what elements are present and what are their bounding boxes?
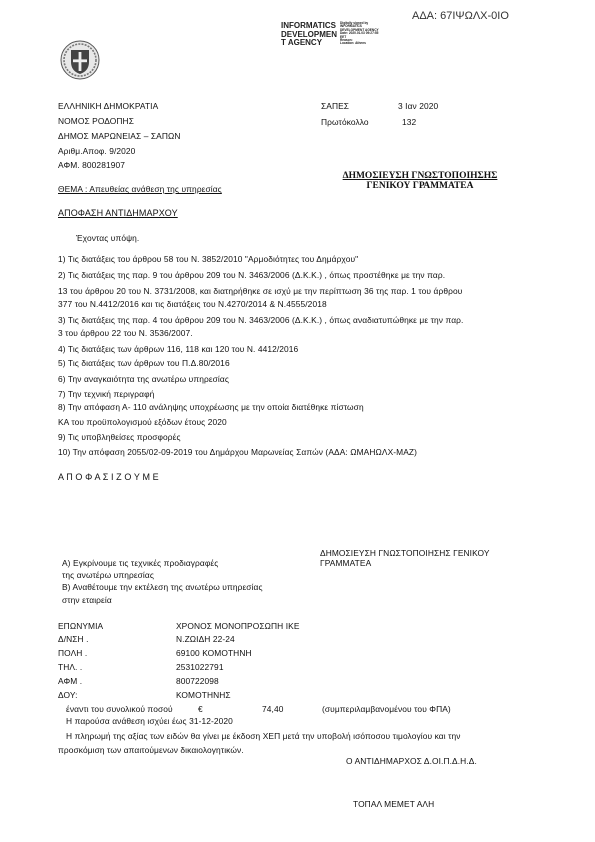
document-date: 3 Ιαν 2020 xyxy=(398,101,439,111)
ada-code: ΑΔΑ: 67ΙΨΩΛΧ-0ΙΟ xyxy=(412,10,509,22)
amount-text: έναντι του συνολικού ποσού xyxy=(66,704,173,714)
digital-signature-stamp: Digitally signed by INFORMATICS DEVELOPMENT AGENCY Date: 2020.01.03 09:27:55 EET Reason: Location: Athens xyxy=(340,21,379,46)
validity-line: Η παρούσα ανάθεση ισχύει έως 31-12-2020 xyxy=(66,716,233,726)
list-item: 5) Τις διατάξεις των άρθρων του Π.Δ.80/2016 xyxy=(58,358,230,368)
list-item: 4) Τις διατάξεις των άρθρων 116, 118 και 120 του Ν. 4412/2016 xyxy=(58,344,299,354)
decision-a-cont: της ανωτέρω υπηρεσίας xyxy=(62,570,154,580)
prefecture-line: ΝΟΜΟΣ ΡΟΔΟΠΗΣ xyxy=(58,116,134,126)
place-label: ΣΑΠΕΣ xyxy=(321,101,350,111)
list-item: 377 του Ν.4412/2016 και τις διατάξεις του Ν.4270/2014 & Ν.4555/2018 xyxy=(58,299,327,309)
decision-a: Α) Εγκρίνουμε τις τεχνικές προδιαγραφές xyxy=(62,558,219,568)
list-item: 6) Την αναγκαιότητα της ανωτέρω υπηρεσίας xyxy=(58,374,229,384)
company-value: 2531022791 xyxy=(176,662,224,672)
payment-line: προσκόμιση των απαιτούμενων δικαιολογητικών. xyxy=(58,745,244,755)
amount-note: (συμπεριλαμβανομένου του ΦΠΑ) xyxy=(322,704,451,714)
decision-b-cont: στην εταιρεία xyxy=(62,595,112,605)
company-value: 800722098 xyxy=(176,676,219,686)
signature-title: Ο ΑΝΤΙΔΗΜΑΡΧΟΣ Δ.ΟΙ.Π.Δ.Η.Δ. xyxy=(346,756,477,766)
amount-value: 74,40 xyxy=(262,704,284,714)
list-item: 1) Τις διατάξεις του άρθρου 58 του Ν. 3852/2010 "Αρμοδιότητες του Δημάρχου" xyxy=(58,254,359,264)
payment-line: Η πληρωμή της αξίας των ειδών θα γίνει με έκδοση ΧΕΠ μετά την υποβολή ισόποσου τιμολογίου και την xyxy=(66,731,461,741)
list-item: 2) Τις διατάξεις της παρ. 9 του άρθρου 209 του Ν. 3463/2006 (Δ.Κ.Κ.) , όπως προστέθηκε με την παρ. xyxy=(58,270,446,280)
protocol-label: Πρωτόκολλο xyxy=(321,117,369,127)
currency-symbol: € xyxy=(198,704,203,714)
company-label: ΤΗΛ. . xyxy=(58,662,83,672)
company-value: Ν.ΖΩΙΔΗ 22-24 xyxy=(176,634,235,644)
list-item: 7) Την τεχνική περιγραφή xyxy=(58,389,155,399)
company-value: ΧΡΟΝΟΣ ΜΟΝΟΠΡΟΣΩΠΗ ΙΚΕ xyxy=(176,621,300,631)
list-item: 3 του άρθρου 22 του Ν. 3536/2007. xyxy=(58,328,193,338)
list-item: 13 του άρθρου 20 του Ν. 3731/2008, και διατηρήθηκε σε ισχύ με την περίπτωση 36 της παρ. 1 του άρθρου xyxy=(58,286,463,296)
list-item: ΚΑ του προϋπολογισμού εξόδων έτους 2020 xyxy=(58,417,227,427)
list-item: 10) Την απόφαση 2055/02-09-2019 του Δημάρχου Μαρωνείας Σαπών (ΑΔΑ: ΩΜΑΗΩΛΧ-ΜΑΖ) xyxy=(58,447,418,457)
decision-number: Αριθμ.Αποφ. 9/2020 xyxy=(58,146,136,156)
company-value: ΚΟΜΟΤΗΝΗΣ xyxy=(176,690,231,700)
publication-notice-secondary: ΔΗΜΟΣΙΕΥΣΗ ΓΝΩΣΤΟΠΟΙΗΣΗΣ ΓΕΝΙΚΟΥ ΓΡΑΜΜΑΤΕΑ xyxy=(320,548,490,568)
company-label: ΠΟΛΗ . xyxy=(58,648,88,658)
decision-title: ΑΠΟΦΑΣΗ ΑΝΤΙΔΗΜΑΡΧΟΥ xyxy=(58,208,178,218)
list-item: 8) Την απόφαση Α- 110 ανάληψης υποχρέωσης με την οποία διατέθηκε πίστωση xyxy=(58,402,364,412)
greek-coat-of-arms-icon xyxy=(60,40,100,80)
municipality-line: ΔΗΜΟΣ ΜΑΡΩΝΕΙΑΣ – ΣΑΠΩΝ xyxy=(58,131,181,141)
subject-line: ΘΕΜΑ : Απευθείας ανάθεση της υπηρεσίας xyxy=(58,184,222,194)
publication-notice: ΔΗΜΟΣΙΕΥΣΗ ΓΝΩΣΤΟΠΟΙΗΣΗΣ ΓΕΝΙΚΟΥ ΓΡΑΜΜΑΤΕΑ xyxy=(342,171,498,191)
considering-line: Έχοντας υπόψη. xyxy=(76,233,140,243)
list-item: 9) Τις υποβληθείσες προσφορές xyxy=(58,432,181,442)
country-line: ΕΛΛΗΝΙΚΗ ΔΗΜΟΚΡΑΤΙΑ xyxy=(58,101,159,111)
tax-number: ΑΦΜ. 800281907 xyxy=(58,160,125,170)
company-value: 69100 ΚΟΜΟΤΗΝΗ xyxy=(176,648,252,658)
company-label: ΕΠΩΝΥΜΙΑ xyxy=(58,621,104,631)
company-label: ΑΦΜ . xyxy=(58,676,83,686)
signature-name: ΤΟΠΑΛ ΜΕΜΕΤ ΑΛΗ xyxy=(353,799,435,809)
protocol-number: 132 xyxy=(402,117,417,127)
we-decide-heading: Α Π Ο Φ Α Σ Ι Ζ Ο Υ Μ Ε xyxy=(58,472,159,482)
list-item: 3) Τις διατάξεις της παρ. 4 του άρθρου 209 του Ν. 3463/2006 (Δ.Κ.Κ.) , όπως αναδιατυπώθηκε με την παρ. xyxy=(58,315,464,325)
agency-name: INFORMATICS DEVELOPMEN T AGENCY xyxy=(281,21,338,47)
company-label: Δ/ΝΣΗ . xyxy=(58,634,89,644)
company-label: ΔΟΥ: xyxy=(58,690,78,700)
decision-b: Β) Αναθέτουμε την εκτέλεση της ανωτέρω υπηρεσίας xyxy=(62,582,263,592)
